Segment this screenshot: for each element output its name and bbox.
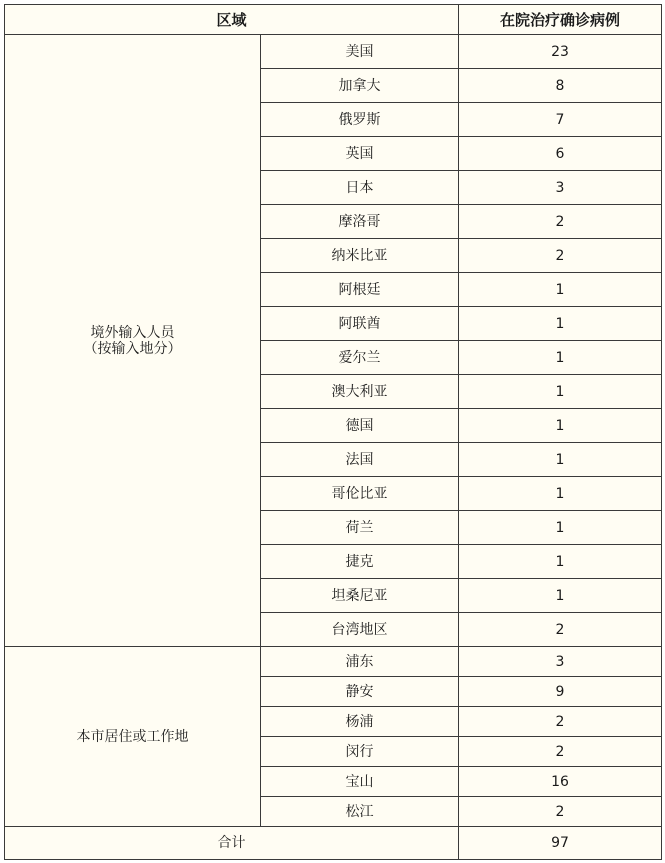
count-cell: 2	[459, 205, 662, 239]
place-cell: 爱尔兰	[261, 341, 459, 375]
count-cell: 2	[459, 737, 662, 767]
count-cell: 2	[459, 613, 662, 647]
place-cell: 静安	[261, 677, 459, 707]
count-cell: 1	[459, 341, 662, 375]
count-cell: 1	[459, 273, 662, 307]
place-cell: 阿联酋	[261, 307, 459, 341]
count-cell: 1	[459, 443, 662, 477]
abroad-label-line1: 境外输入人员	[90, 324, 175, 341]
count-cell: 3	[459, 647, 662, 677]
count-cell: 1	[459, 375, 662, 409]
place-cell: 英国	[261, 137, 459, 171]
case-statistics-table	[4, 4, 662, 860]
place-cell: 美国	[261, 35, 459, 69]
table-row	[5, 647, 662, 677]
count-cell: 1	[459, 307, 662, 341]
place-cell: 哥伦比亚	[261, 477, 459, 511]
place-cell: 俄罗斯	[261, 103, 459, 137]
place-cell: 摩洛哥	[261, 205, 459, 239]
count-cell: 16	[459, 767, 662, 797]
count-cell: 8	[459, 69, 662, 103]
count-cell: 3	[459, 171, 662, 205]
place-cell: 台湾地区	[261, 613, 459, 647]
count-cell: 2	[459, 707, 662, 737]
count-cell: 6	[459, 137, 662, 171]
count-cell: 1	[459, 511, 662, 545]
total-row	[5, 827, 662, 860]
place-cell: 法国	[261, 443, 459, 477]
count-cell: 7	[459, 103, 662, 137]
place-cell: 澳大利亚	[261, 375, 459, 409]
count-cell: 2	[459, 239, 662, 273]
region-header: 区域	[5, 5, 459, 35]
total-count: 97	[459, 827, 662, 860]
count-cell: 9	[459, 677, 662, 707]
count-cell: 1	[459, 545, 662, 579]
place-cell: 杨浦	[261, 707, 459, 737]
total-label: 合计	[5, 827, 459, 860]
local-group-label: 本市居住或工作地	[5, 647, 261, 827]
table-header-row	[5, 5, 662, 35]
place-cell: 阿根廷	[261, 273, 459, 307]
place-cell: 松江	[261, 797, 459, 827]
count-cell: 1	[459, 409, 662, 443]
count-cell: 2	[459, 797, 662, 827]
place-cell: 坦桑尼亚	[261, 579, 459, 613]
table-row	[5, 35, 662, 69]
place-cell: 闵行	[261, 737, 459, 767]
place-cell: 荷兰	[261, 511, 459, 545]
place-cell: 浦东	[261, 647, 459, 677]
count-cell: 23	[459, 35, 662, 69]
place-cell: 德国	[261, 409, 459, 443]
abroad-group-label	[5, 35, 261, 647]
place-cell: 捷克	[261, 545, 459, 579]
count-cell: 1	[459, 579, 662, 613]
place-cell: 纳米比亚	[261, 239, 459, 273]
place-cell: 日本	[261, 171, 459, 205]
abroad-label-line2: （按输入地分）	[83, 340, 182, 357]
place-cell: 加拿大	[261, 69, 459, 103]
place-cell: 宝山	[261, 767, 459, 797]
count-cell: 1	[459, 477, 662, 511]
cases-header: 在院治疗确诊病例	[459, 5, 662, 35]
